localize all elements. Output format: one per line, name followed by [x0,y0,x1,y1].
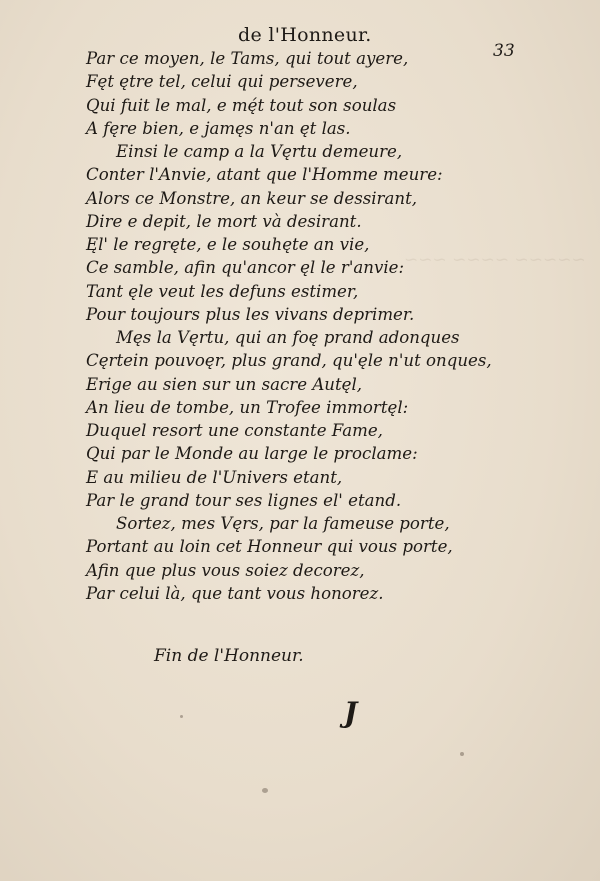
poem-line: Erige au sien sur un sacre Autęl, [86,374,363,394]
poem-line: E au milieu de l'Univers etant, [86,467,343,487]
poem-line: Qui par le Monde au large le proclame: [86,444,418,464]
paper-speck [180,715,183,718]
fin-line: Fin de l'Honneur. [154,646,304,666]
poem-line: Sortez, mes Vęrs, par la fameuse porte, [116,514,450,533]
poem-line: An lieu de tombe, un Trofee immortęl: [86,397,409,417]
paper-speck [460,752,464,756]
poem-line: Alors ce Monstre, an keur se dessirant, [86,188,418,208]
poem-line: Afin que plus vous soiez decorez, [86,560,365,580]
poem-line: Conter l'Anvie, atant que l'Homme meure: [86,165,443,185]
poem-line: Einsi le camp a la Vęrtu demeure, [116,142,403,161]
poem-line: Par le grand tour ses lignes el' etand. [86,490,402,510]
poem-line: Dire e depit, le mort và desirant. [86,211,362,231]
poem-line: Męs la Vęrtu, qui an foę prand adonques [116,328,460,347]
catchword: J [344,696,358,729]
poem-line: Pour toujours plus les vivans deprimer. [86,304,415,324]
poem-line: Cęrtein pouvoęr, plus grand, qu'ęle n'ut onques, [86,351,492,371]
poem-line: Duquel resort une constante Fame, [86,421,383,440]
poem-line: Portant au loin cet Honneur qui vous porte, [86,537,453,557]
poem-text [86,47,516,605]
poem-line: Par ce moyen, le Tams, qui tout ayere, [86,49,409,68]
page-number: 33 [493,41,515,61]
paper-speck [262,788,268,793]
show-through-ghost-text: ~~~~~ ~~~~ ~~~ [404,250,586,270]
poem-line: Qui fuit le mal, e mę́t tout son soulas [86,95,397,115]
running-title: de l'Honneur. [238,24,372,46]
poem-line: Ęl' le regręte, e le souhęte an vie, [86,235,370,254]
poem-line: A fęre bien, e jamęs n'an ęt las. [86,118,351,138]
poem-line: Ce samble, afin qu'ancor ęl le r'anvie: [86,258,405,278]
poem-line: Tant ęle veut les defuns estimer, [86,281,359,301]
poem-line: Par celui là, que tant vous honorez. [86,583,384,603]
poem-line: Fęt ętre tel, celui qui persevere, [86,72,358,92]
